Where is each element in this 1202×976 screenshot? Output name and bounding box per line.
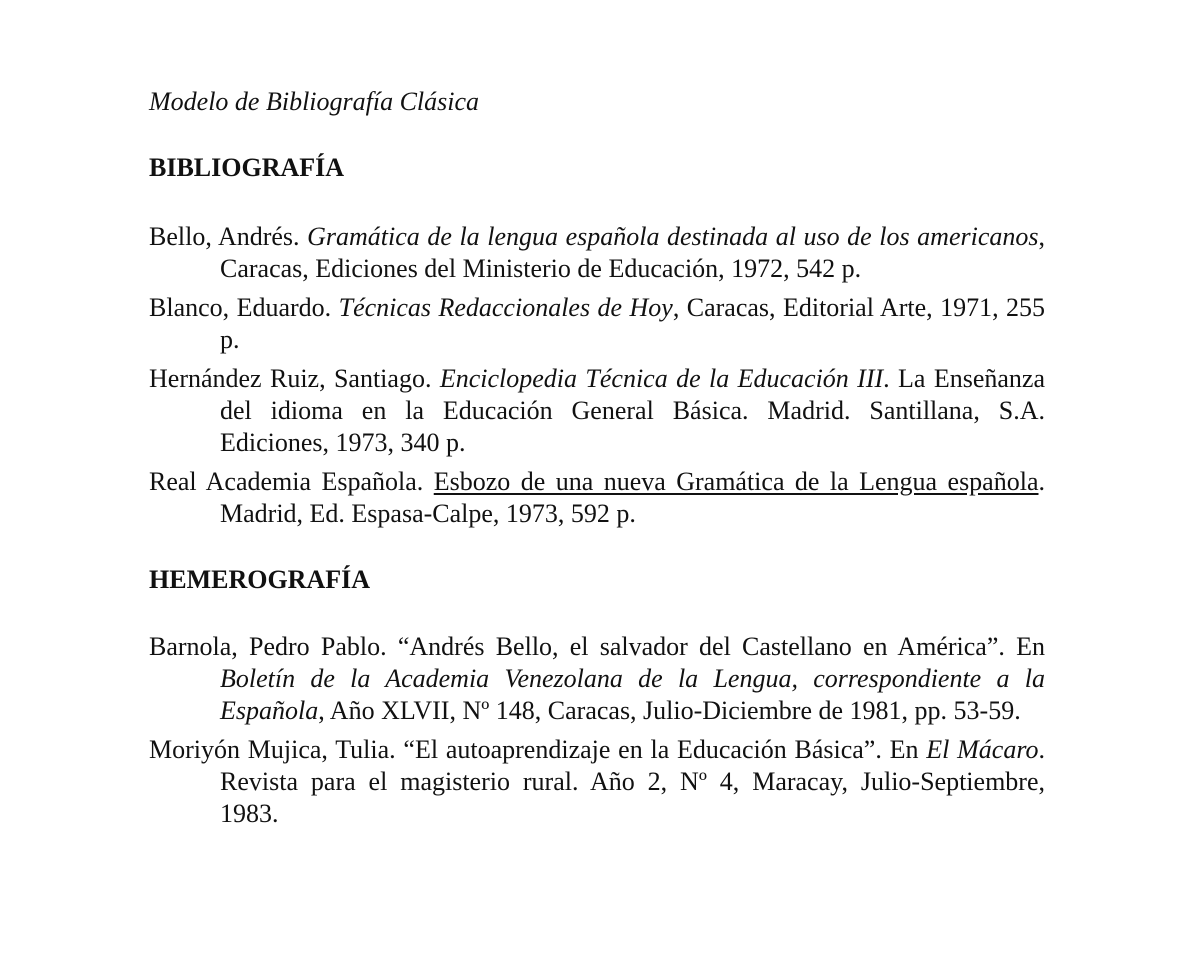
bibliography-list xyxy=(149,221,1045,530)
entry-details: , Caracas, Editorial Arte, 1971, 255 p. xyxy=(220,293,1046,354)
entry-author: Blanco, Eduardo. xyxy=(149,293,339,322)
bibliography-heading: BIBLIOGRAFÍA xyxy=(149,153,345,182)
hemerography-list xyxy=(149,631,1045,830)
entry-text: Moriyón Mujica, Tulia. “El autoaprendizaje en la Educación Básica”. En xyxy=(149,735,927,764)
entry-author: Real Academia Española. xyxy=(149,467,434,496)
hemerography-heading: HEMEROGRAFÍA xyxy=(149,565,370,594)
entry-title: Enciclopedia Técnica de la Educación III xyxy=(439,364,884,393)
entry-title: Técnicas Redaccionales de Hoy xyxy=(338,293,673,322)
entry-publication: Boletín de la Academia Venezolana de la Lengua, correspondiente a la Española xyxy=(220,664,1045,725)
model-title: Modelo de Bibliografía Clásica xyxy=(149,87,480,116)
entry-text: Barnola, Pedro Pablo. “Andrés Bello, el salvador del Castellano en América”. En xyxy=(149,632,1045,661)
document-page xyxy=(149,86,1045,837)
entry-details: . Madrid, Ed. Espasa-Calpe, 1973, 592 p. xyxy=(220,467,1045,528)
bibliography-entry-blanco xyxy=(149,292,1045,356)
entry-author: Bello, Andrés. xyxy=(149,222,308,251)
entry-title: Gramática de la lengua española destinada al uso de los americanos xyxy=(307,222,1039,251)
entry-details: , Caracas, Ediciones del Ministerio de Educación, 1972, 542 p. xyxy=(220,222,1045,283)
hemerography-entry-moriyon xyxy=(149,734,1045,830)
bibliography-entry-hernandez xyxy=(149,363,1045,459)
entry-publication: El Mácaro xyxy=(926,735,1039,764)
bibliography-entry-bello xyxy=(149,221,1045,285)
entry-author: Hernández Ruiz, Santiago. xyxy=(149,364,440,393)
entry-details: . Revista para el magisterio rural. Año 2, Nº 4, Maracay, Julio-Septiembre, 1983. xyxy=(220,735,1045,828)
entry-title: Esbozo de una nueva Gramática de la Lengua española xyxy=(433,467,1039,496)
entry-details: . La Enseñanza del idioma en la Educación General Básica. Madrid. Santillana, S.A. Ediciones, 1973, 340 p. xyxy=(220,364,1046,457)
hemerography-entry-barnola xyxy=(149,631,1045,727)
bibliography-entry-rae xyxy=(149,466,1045,530)
entry-details: , Año XLVII, Nº 148, Caracas, Julio-Diciembre de 1981, pp. 53-59. xyxy=(318,696,1021,725)
